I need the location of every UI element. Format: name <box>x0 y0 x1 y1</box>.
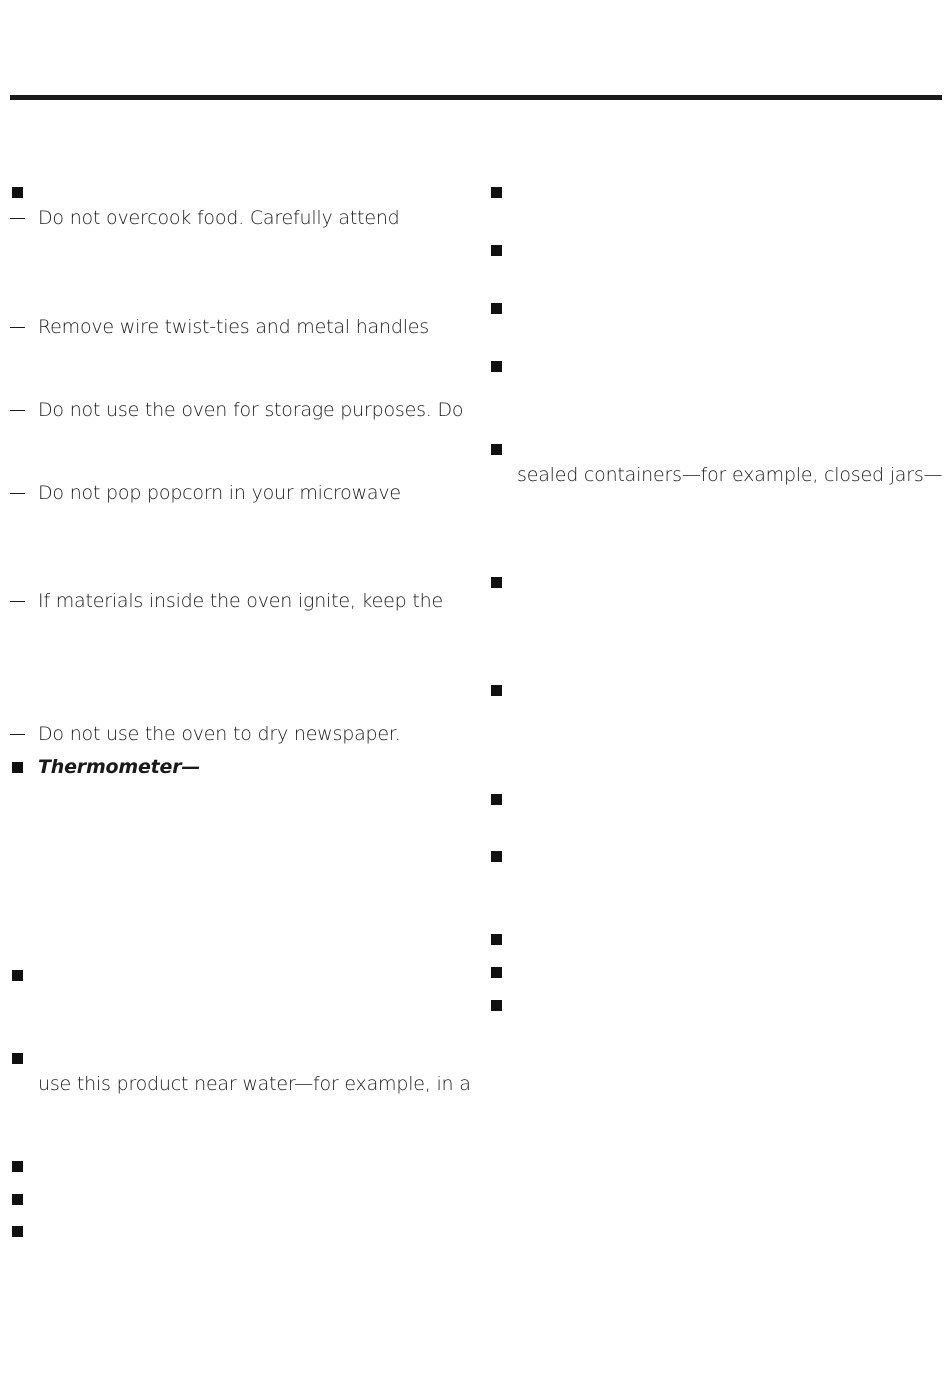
bullet-icon <box>491 444 502 455</box>
dash-item-text: Do not use the oven to dry newspaper. <box>38 723 401 745</box>
bullet-icon <box>491 577 502 588</box>
bullet-icon <box>12 762 23 773</box>
water-text: use this product near water—for example, in a <box>38 1073 471 1095</box>
bullet-icon <box>12 970 23 981</box>
bullet-icon <box>12 1053 23 1064</box>
dash-icon <box>10 589 26 613</box>
dash-icon <box>10 481 26 505</box>
sealed-containers-text: sealed containers—for example, closed jars— <box>517 464 943 486</box>
bullet-icon <box>491 967 502 978</box>
bullet-icon <box>491 851 502 862</box>
bullet-icon <box>491 934 502 945</box>
dash-icon <box>10 722 26 746</box>
dash-item-text: Remove wire twist-ties and metal handles <box>38 316 429 338</box>
dash-item-text: Do not pop popcorn in your microwave <box>38 482 401 504</box>
bullet-icon <box>491 187 502 198</box>
dash-icon <box>10 398 26 422</box>
dash-item-text: If materials inside the oven ignite, keep the <box>38 590 443 612</box>
bullet-icon <box>12 1226 23 1237</box>
bullet-icon <box>491 794 502 805</box>
bullet-icon <box>491 303 502 314</box>
bullet-icon <box>491 245 502 256</box>
dash-icon <box>10 315 26 339</box>
dash-icon <box>10 206 26 230</box>
bullet-icon <box>12 1194 23 1205</box>
dash-item-text: Do not use the oven for storage purposes. Do <box>38 399 464 421</box>
dash-item-text: Do not overcook food. Carefully attend <box>38 207 400 229</box>
bullet-icon <box>491 685 502 696</box>
bullet-icon <box>491 361 502 372</box>
thermometer-label: Thermometer— <box>38 756 201 778</box>
bullet-icon <box>12 187 23 198</box>
bullet-icon <box>12 1161 23 1172</box>
header-rule <box>10 95 942 100</box>
bullet-icon <box>491 1000 502 1011</box>
